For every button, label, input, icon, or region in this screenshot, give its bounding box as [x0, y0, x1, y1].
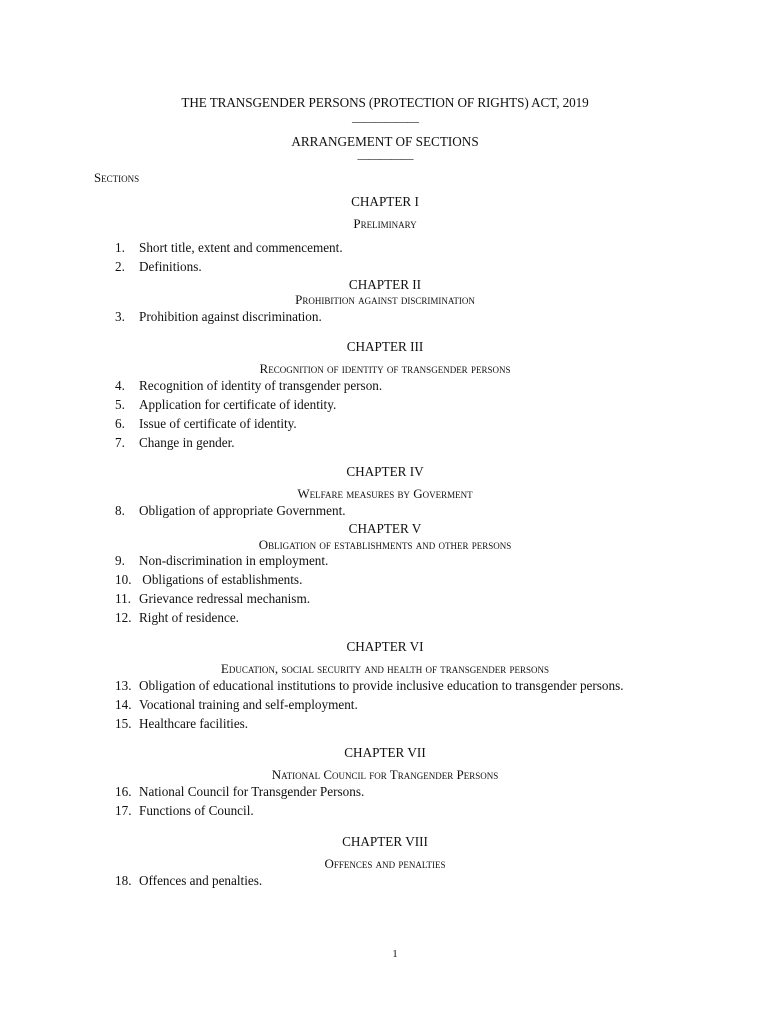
chapter-subtitle: Recognition of identity of transgender persons [259, 361, 511, 376]
chapter-heading: CHAPTER I [351, 194, 419, 209]
section-item [115, 873, 262, 889]
section-number: 2. [115, 259, 125, 274]
chapter-heading: CHAPTER II [348, 277, 422, 292]
section-number: 4. [115, 378, 125, 393]
section-title: Obligation of educational institutions to provide inclusive education to transgender persons. [139, 678, 624, 693]
section-title: Right of residence. [139, 610, 239, 625]
chapter-subtitle: Welfare measures by Goverment [297, 486, 473, 501]
section-number: 15. [115, 716, 132, 731]
section-number: 3. [115, 309, 125, 324]
section-number: 5. [115, 397, 125, 412]
document-title: THE TRANSGENDER PERSONS (PROTECTION OF RIGHTS) ACT, 2019 [181, 95, 589, 110]
chapter-subtitle: Education, social security and health of transgender persons [220, 661, 550, 676]
section-title: Obligations of establishments. [139, 572, 303, 587]
section-title: Non-discrimination in employment. [139, 553, 329, 568]
chapter-subtitle: Preliminary [353, 216, 417, 231]
chapter-subtitle: Offences and penalties [324, 856, 446, 871]
sections-label: Sections [94, 171, 140, 185]
section-number: 1. [115, 240, 125, 255]
section-title: Prohibition against discrimination. [139, 309, 322, 324]
section-number: 11. [115, 591, 131, 606]
arrangement-heading: ARRANGEMENT OF SECTIONS [291, 134, 479, 149]
chapter-heading: CHAPTER III [346, 339, 424, 354]
section-item [115, 259, 202, 275]
section-number: 8. [115, 503, 125, 518]
chapter-heading: CHAPTER VIII [342, 834, 428, 849]
section-number: 12. [115, 610, 132, 625]
section-title: Offences and penalties. [139, 873, 263, 888]
section-item [115, 397, 336, 413]
title-rule: —————— [352, 114, 418, 128]
section-title: Definitions. [139, 259, 202, 274]
section-title: Issue of certificate of identity. [139, 416, 297, 431]
section-title: Functions of Council. [139, 803, 254, 818]
section-title: Healthcare facilities. [139, 716, 249, 731]
section-item [115, 378, 382, 394]
chapter-heading: CHAPTER V [348, 521, 422, 536]
section-item [115, 572, 302, 588]
section-title: Obligation of appropriate Government. [139, 503, 346, 518]
chapter-heading: CHAPTER VII [344, 745, 426, 760]
section-item [115, 610, 239, 626]
section-title: Vocational training and self-employment. [139, 697, 358, 712]
section-number: 16. [115, 784, 132, 799]
section-number: 18. [115, 873, 132, 888]
section-item [115, 240, 343, 256]
section-item [115, 784, 364, 800]
section-item [115, 416, 297, 432]
arrangement-rule: ————— [357, 151, 413, 165]
section-number: 9. [115, 553, 125, 568]
section-title: Recognition of identity of transgender person. [139, 378, 383, 393]
section-title: Application for certificate of identity. [139, 397, 337, 412]
section-item [115, 309, 322, 325]
chapter-heading: CHAPTER IV [346, 464, 424, 479]
section-title: National Council for Transgender Persons. [139, 784, 365, 799]
section-item [115, 553, 328, 569]
section-number: 17. [115, 803, 132, 818]
chapter-subtitle: Obligation of establishments and other persons [258, 537, 512, 552]
chapter-heading: CHAPTER VI [346, 639, 424, 654]
section-item [115, 803, 254, 819]
section-title: Change in gender. [139, 435, 235, 450]
chapter-subtitle: National Council for Trangender Persons [271, 767, 499, 782]
section-number: 13. [115, 678, 132, 693]
page-number: 1 [392, 948, 398, 960]
section-item [115, 435, 235, 451]
section-item [115, 503, 346, 519]
section-item [115, 591, 310, 607]
section-item [115, 678, 624, 694]
chapter-subtitle: Prohibition against discrimination [295, 292, 475, 307]
section-number: 6. [115, 416, 125, 431]
section-item [115, 697, 358, 713]
section-title: Grievance redressal mechanism. [139, 591, 310, 606]
section-number: 10. [115, 572, 132, 587]
section-number: 14. [115, 697, 132, 712]
section-number: 7. [115, 435, 125, 450]
section-item [115, 716, 248, 732]
section-title: Short title, extent and commencement. [139, 240, 343, 255]
